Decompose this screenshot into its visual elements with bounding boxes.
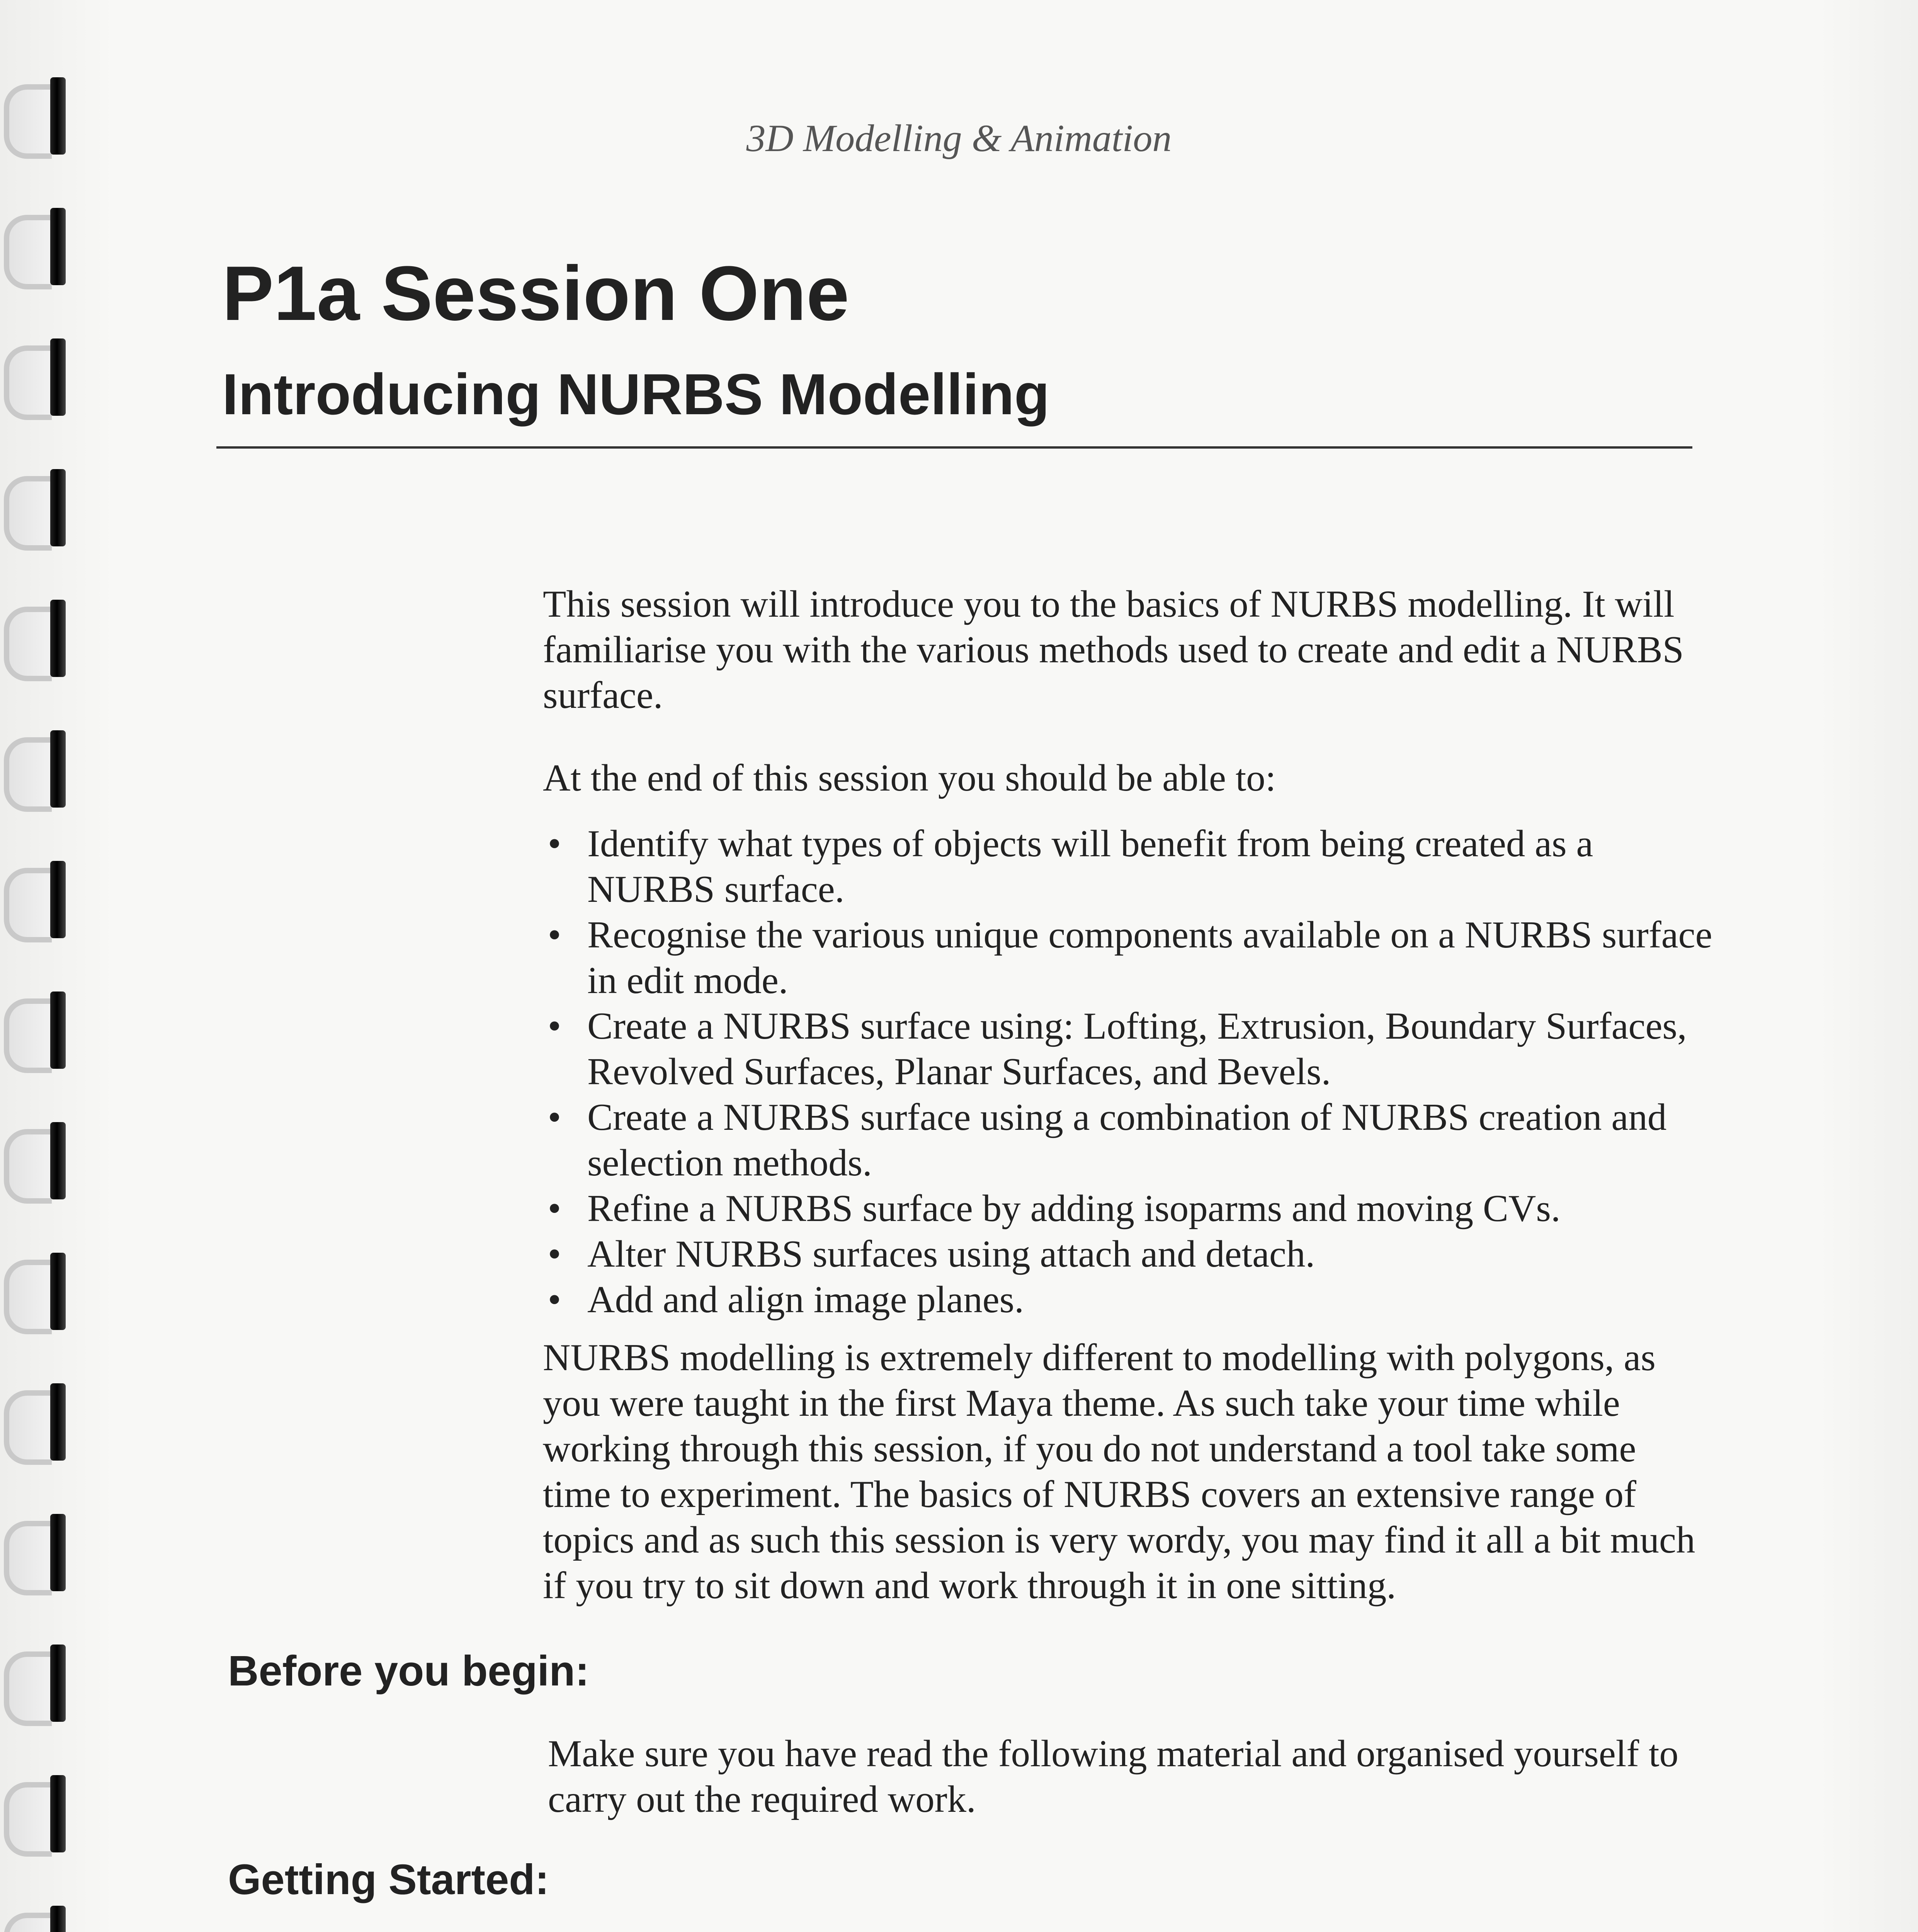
binding-loop xyxy=(4,1521,52,1595)
binding-loop xyxy=(4,737,52,812)
bullet-icon: • xyxy=(548,1279,561,1321)
binding-bar xyxy=(50,1122,66,1199)
list-item-text: Recognise the various unique components available on a NURBS surface in edit mode. xyxy=(587,914,1712,1002)
binding-ring xyxy=(0,208,73,285)
binding-bar xyxy=(50,730,66,808)
binding-bar xyxy=(50,469,66,546)
list-item xyxy=(535,1186,1714,1231)
bullet-icon: • xyxy=(548,1233,561,1275)
list-item xyxy=(535,912,1714,1003)
intro-text: This session will introduce you to the basics of NURBS modelling. It will familiarise you with the various methods used to create and edit a NURBS surface. xyxy=(543,583,1684,716)
spiral-binding xyxy=(0,0,77,1932)
binding-ring xyxy=(0,730,73,808)
section-heading-getting-started: Getting Started: xyxy=(228,1856,549,1903)
binding-ring xyxy=(0,600,73,677)
binding-ring xyxy=(0,1122,73,1199)
bullet-icon: • xyxy=(548,1005,561,1047)
section-body-before-you-begin xyxy=(548,1731,1707,1822)
binding-bar xyxy=(50,1906,66,1932)
bullet-icon: • xyxy=(548,1187,561,1230)
binding-loop xyxy=(4,345,52,420)
list-item-text: Alter NURBS surfaces using attach and detach. xyxy=(587,1233,1315,1275)
binding-loop xyxy=(4,1129,52,1204)
binding-bar xyxy=(50,1253,66,1330)
objectives-lead-text: At the end of this session you should be able to: xyxy=(543,757,1276,799)
title-rule xyxy=(216,446,1692,449)
paragraph-text: NURBS modelling is extremely different to modelling with polygons, as you were taught in the first Maya theme. As such take your time while working through this session, if you do not understand a tool take some time to experiment. The basics of NURBS covers an extensive range of topics and as such this session is very wordy, you may find it all a bit much if you try to sit down and work through it in one sitting. xyxy=(543,1337,1695,1607)
list-item xyxy=(535,821,1714,912)
binding-loop xyxy=(4,215,52,289)
list-item-text: Identify what types of objects will benefit from being created as a NURBS surface. xyxy=(587,823,1593,910)
list-item xyxy=(535,1095,1714,1186)
binding-bar xyxy=(50,992,66,1069)
bullet-icon: • xyxy=(548,914,561,956)
binding-loop xyxy=(4,1913,52,1932)
binding-loop xyxy=(4,607,52,681)
bullet-icon: • xyxy=(548,1096,561,1138)
binding-loop xyxy=(4,998,52,1073)
bullet-icon: • xyxy=(548,823,561,865)
binding-bar xyxy=(50,1645,66,1722)
binding-bar xyxy=(50,338,66,416)
binding-bar xyxy=(50,208,66,285)
list-item xyxy=(535,1003,1714,1095)
list-item xyxy=(535,1231,1714,1277)
binding-ring xyxy=(0,992,73,1069)
binding-ring xyxy=(0,1514,73,1591)
intro-paragraph xyxy=(543,582,1702,718)
binding-bar xyxy=(50,600,66,677)
binding-loop xyxy=(4,868,52,942)
binding-bar xyxy=(50,1514,66,1591)
section-text: Make sure you have read the following material and organised yourself to carry out the required work. xyxy=(548,1733,1679,1820)
binding-loop xyxy=(4,1390,52,1465)
binding-ring xyxy=(0,861,73,938)
binding-loop xyxy=(4,476,52,551)
list-item-text: Add and align image planes. xyxy=(587,1279,1024,1321)
binding-ring xyxy=(0,1906,73,1932)
binding-bar xyxy=(50,1383,66,1461)
list-item-text: Create a NURBS surface using a combination of NURBS creation and selection methods. xyxy=(587,1096,1667,1184)
body-paragraph xyxy=(543,1335,1702,1609)
objectives-lead xyxy=(543,755,1702,801)
binding-ring xyxy=(0,1253,73,1330)
page-title: P1a Session One xyxy=(222,250,849,337)
binding-bar xyxy=(50,861,66,938)
binding-ring xyxy=(0,1645,73,1722)
binding-bar xyxy=(50,1775,66,1852)
binding-loop xyxy=(4,1260,52,1334)
page-subtitle: Introducing NURBS Modelling xyxy=(222,362,1050,427)
list-item xyxy=(535,1277,1714,1323)
section-heading-before-you-begin: Before you begin: xyxy=(228,1647,590,1695)
objectives-list xyxy=(535,821,1714,1323)
running-head: 3D Modelling & Animation xyxy=(746,117,1172,160)
binding-loop xyxy=(4,1651,52,1726)
binding-loop xyxy=(4,1782,52,1857)
binding-ring xyxy=(0,469,73,546)
binding-ring xyxy=(0,338,73,416)
binding-ring xyxy=(0,1775,73,1852)
list-item-text: Refine a NURBS surface by adding isoparms and moving CVs. xyxy=(587,1187,1561,1230)
list-item-text: Create a NURBS surface using: Lofting, Extrusion, Boundary Surfaces, Revolved Surfaces, Planar Surfaces, and Bevels. xyxy=(587,1005,1687,1093)
binding-ring xyxy=(0,1383,73,1461)
